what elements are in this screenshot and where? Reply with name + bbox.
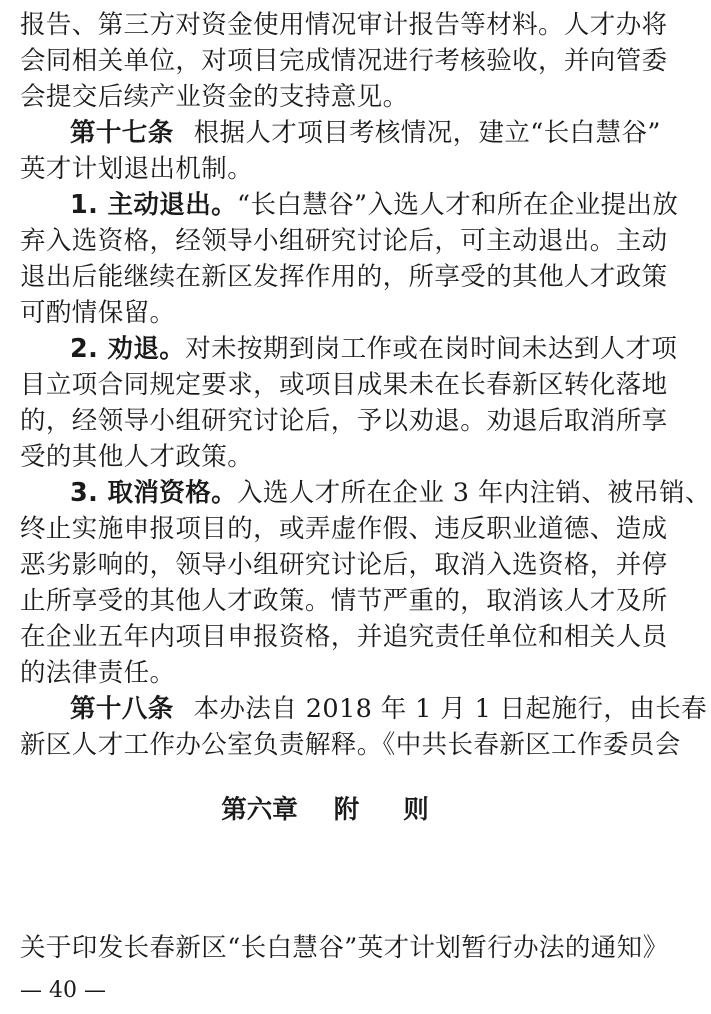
chapter-name-part-1: 附 <box>333 795 360 825</box>
text-line: 报告、第三方对资金使用情况审计报告等材料。人才办将 <box>20 10 668 40</box>
item-3-label: 3. 取消资格。 <box>70 478 238 508</box>
text-line: 弃入选资格，经领导小组研究讨论后，可主动退出。主动 <box>20 226 668 256</box>
text-line: 止所享受的其他人才政策。情节严重的，取消该人才及所 <box>20 586 668 616</box>
text-line: 在企业五年内项目申报资格，并追究责任单位和相关人员 <box>20 622 668 652</box>
item-3-line <box>70 478 711 508</box>
text-line: 关于印发长春新区“长白慧谷”英才计划暂行办法的通知》 <box>20 933 669 963</box>
article-18-line <box>70 694 707 724</box>
item-2-line <box>70 334 678 364</box>
text-line: 终止实施申报项目的，或弄虚作假、违反职业道德、造成 <box>20 514 668 544</box>
chapter-heading <box>0 795 650 825</box>
article-17-text: 根据人才项目考核情况，建立“长白慧谷” <box>193 118 661 148</box>
text-line: 会同相关单位，对项目完成情况进行考核验收，并向管委 <box>20 46 668 76</box>
text-line: 的，经领导小组研究讨论后，予以劝退。劝退后取消所享 <box>20 406 668 436</box>
text-line: 恶劣影响的，领导小组研究讨论后，取消入选资格，并停 <box>20 550 668 580</box>
text-line: 受的其他人才政策。 <box>20 442 254 472</box>
chapter-name-part-2: 则 <box>403 795 429 825</box>
text-line: 的法律责任。 <box>20 658 176 688</box>
item-2-text: 对未按期到岗工作或在岗时间未达到人才项 <box>185 334 678 364</box>
text-line: 目立项合同规定要求，或项目成果未在长春新区转化落地 <box>20 370 668 400</box>
item-1-label: 1. 主动退出。 <box>70 190 238 220</box>
chapter-number: 第六章 <box>221 795 298 825</box>
text-line: 英才计划退出机制。 <box>20 154 254 184</box>
page-number: — 40 — <box>20 978 106 1003</box>
item-1-line <box>70 190 679 220</box>
article-17-line <box>70 118 661 148</box>
item-1-text: “长白慧谷”入选人才和所在企业提出放 <box>237 190 679 220</box>
text-line: 可酌情保留。 <box>20 298 176 328</box>
article-18-text: 本办法自 2018 年 1 月 1 日起施行，由长春 <box>193 694 707 724</box>
article-17-label: 第十七条 <box>70 118 174 148</box>
text-line: 退出后能继续在新区发挥作用的，所享受的其他人才政策 <box>20 262 668 292</box>
text-line: 会提交后续产业资金的支持意见。 <box>20 82 409 112</box>
item-3-text: 入选人才所在企业 3 年内注销、被吊销、 <box>237 478 711 508</box>
article-18-label: 第十八条 <box>70 694 174 724</box>
text-line: 新区人才工作办公室负责解释。《中共长春新区工作委员会 <box>20 730 681 760</box>
item-2-label: 2. 劝退。 <box>70 334 186 364</box>
